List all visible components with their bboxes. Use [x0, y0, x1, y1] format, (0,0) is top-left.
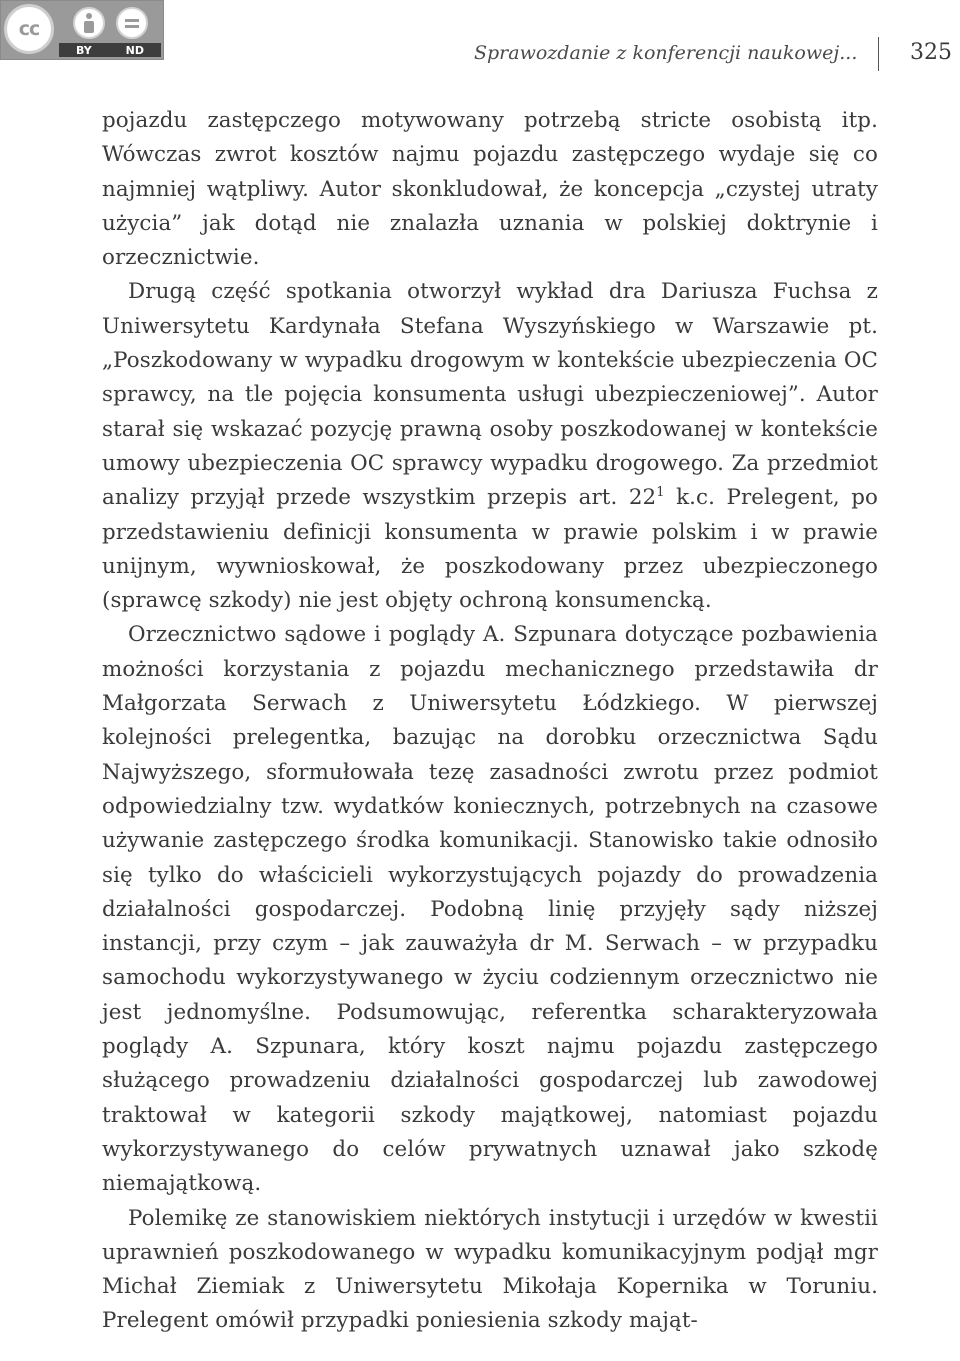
paragraph-3: Orzecznictwo sądowe i poglądy A. Szpunara dotyczące pozbawienia możności korzystania z pojazdu mechanicznego przedstawiła dr Małgorzata Serwach z Uniwersytetu Łódzkiego. W pierwszej kolejności prelegentka, bazując na dorobku orzecznictwa Sądu Najwyższego, sformułowała tezę zasadności zwrotu przez podmiot odpowiedzialny tzw. wydatków koniecznych, potrzebnych na czasowe używanie zastępczego środka komunikacji. Stanowisko takie odnosiło się tylko do właścicieli wykorzystujących pojazdy do prowadzenia działalności gospodarczej. Podobną linię przyjęły sądy niższej instancji, przy czym – jak zauważyła dr M. Serwach – w przypadku samochodu wykorzystywanego w życiu codziennym orzecznictwo nie jest jednomyślne. Podsumowując, referentka scharakteryzowała poglądy A. Szpunara, który koszt najmu pojazdu zastępczego służącego prowadzeniu działalności gospodarczej lub zawodowej traktował w kategorii szkody majątkowej, natomiast pojazdu wykorzystywanego do celów prywatnych uznawał jako szkodę niemajątkową.: [102, 622, 878, 1197]
paragraph-2: [102, 275, 878, 618]
paragraph-1: pojazdu zastępczego motywowany potrzebą stricte osobistą itp. Wówczas zwrot kosztów najmu pojazdu zastępczego wydaje się co najmniej wątpliwy. Autor skonkludował, że koncepcja „czystej utraty użycia” jak dotąd nie znalazła uznania w polskiej doktrynie i orzecznictwie.: [102, 108, 878, 271]
creative-commons-badge: [0, 0, 164, 60]
no-derivatives-equals-icon: [116, 7, 148, 39]
attribution-person-icon: [73, 7, 105, 39]
header-divider: [878, 37, 879, 71]
paragraph-2-continuation: k.c. Prelegent, po przedstawieniu definicji konsumenta w prawie polskim i w prawie unijnym, wywnioskował, że poszkodowany przez ubezpieczonego (sprawcę szkody) nie jest objęty ochroną konsumencką.: [102, 485, 879, 614]
article-superscript: 1: [656, 485, 665, 501]
cc-logo-icon: cc: [4, 4, 54, 54]
running-title: Sprawozdanie z konferencji naukowej...: [474, 42, 858, 64]
license-strip: [59, 43, 161, 57]
page-number: 325: [910, 40, 952, 65]
paragraph-4: Polemikę ze stanowiskiem niektórych instytucji i urzędów w kwestii uprawnień poszkodowanego w wypadku komunikacyjnym podjął mgr Michał Ziemiak z Uniwersytetu Mikołaja Kopernika w Toruniu. Prelegent omówił przypadki poniesienia szkody mająt-: [102, 1205, 878, 1334]
license-nd-label: ND: [125, 43, 145, 57]
article-body: [102, 104, 878, 1339]
license-by-label: BY: [75, 43, 92, 57]
paragraph-2-text: Drugą część spotkania otworzył wykład dra Dariusza Fuchsa z Uniwersytetu Kardynała Stefana Wyszyńskiego w Warszawie pt. „Poszkodowany w wypadku drogowym w kontekście ubezpieczenia OC sprawcy, na tle pojęcia konsumenta usługi ubezpieczeniowej”. Autor starał się wskazać pozycję prawną osoby poszkodowanej w kontekście umowy ubezpieczenia OC sprawcy wypadku drogowego. Za przedmiot analizy przyjął przede wszystkim przepis art. 22: [102, 279, 878, 511]
